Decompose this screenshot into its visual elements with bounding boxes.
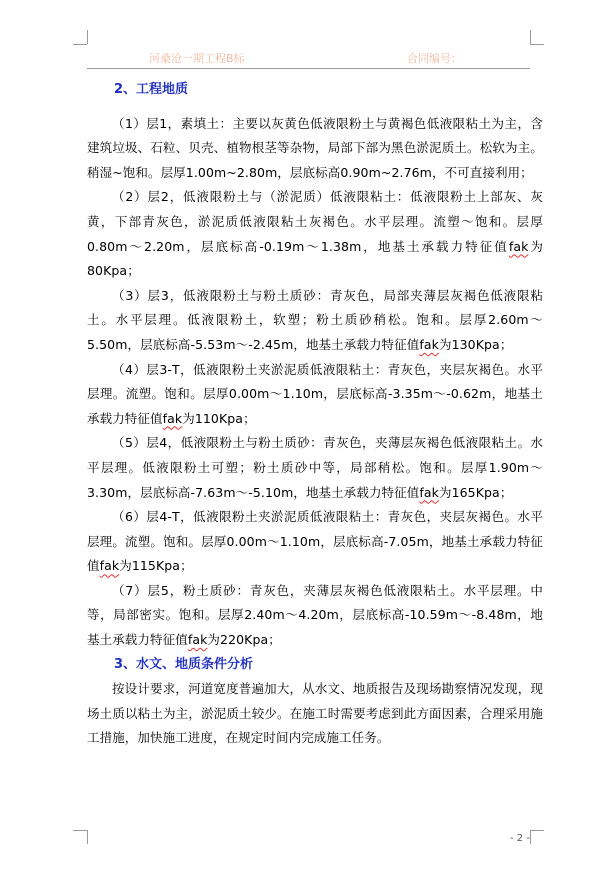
corner-mark-bottom-left [73,830,87,831]
paragraph: （3）层3，低液限粉土与粉土质砂：青灰色，局部夹薄层灰褐色低液限粘土。水平层理。低液限粉土，软塑；粉土质砂稍松。饱和。层厚2.60m～5.50m，层底标高-5.53m～-2.45m，地基土承载力特征值fak为130Kpa； [87,287,543,352]
paragraph: （1）层1，素填土：主要以灰黄色低液限粉土与黄褐色低液限粘土为主，含建筑垃圾、石粒、贝壳、植物根茎等杂物，局部下部为黑色淤泥质土。松软为主。稍湿~饱和。层厚1.00m~2.80m，层底标高0.90m~2.76m，不可直接利用； [87,115,543,180]
header-contract-number: 合同编号： [407,52,462,65]
section-heading-hydrology-analysis: 3、水文、地质条件分析 [114,656,254,672]
section-heading-engineering-geology: 2、工程地质 [114,82,189,97]
corner-mark-bottom-right [530,830,544,831]
header-project-name: 河桑沧一期工程B标 [149,52,245,65]
paragraph: （2）层2，低液限粉土与（淤泥质）低液限粘土：低液限粉土上部灰、灰黄，下部青灰色，淤泥质低液限粘土灰褐色。水平层理。流塑～饱和。层厚0.80m～2.20m，层底标高-0.19m～1.38m，地基土承载力特征值fak为80Kpa； [87,189,543,279]
corner-mark-bottom-left-vertical [87,830,88,844]
paragraph: （5）层4，低液限粉土与粉土质砂：青灰色，夹薄层灰褐色低液限粘土。水平层理。低液限粉土可塑；粉土质砂中等，局部稍松。饱和。层厚1.90m～3.30m，层底标高-7.63m～-5.10m，地基土承载力特征值fak为165Kpa； [87,435,543,500]
corner-mark-bottom-right-vertical [530,830,531,844]
page-number: - 2 - [510,833,530,844]
section-hydrology-analysis [87,677,543,751]
page-header [87,48,530,69]
paragraph: （7）层5，粉土质砂：青灰色，夹薄层灰褐色低液限粘土。水平层理。中等，局部密实。饱和。层厚2.40m～4.20m，层底标高-10.59m～-8.48m，地基土承载力特征值fak为220Kpa； [87,582,543,648]
paragraph: 按设计要求，河道宽度普遍加大，从水文、地质报告及现场勘察情况发现，现场土质以粘土为主，淤泥质土较少。在施工时需要考虑到此方面因素，合理采用施工措施，加快施工进度，在规定时间内完成施工任务。 [87,681,543,746]
section-engineering-geology [87,112,543,653]
paragraph: （4）层3-T，低液限粉土夹淤泥质低液限粘土：青灰色，夹层灰褐色。水平层理。流塑。饱和。层厚0.00m～1.10m，层底标高-3.35m～-0.62m，地基土承载力特征值fak为110Kpa； [87,361,543,426]
corner-mark-top-right [530,44,544,45]
corner-mark-top-right-vertical [530,30,531,44]
document-body [87,78,543,751]
corner-mark-top-left [73,44,87,45]
paragraph: （6）层4-T，低液限粉土夹淤泥质低液限粘土：青灰色，夹层灰褐色。水平层理。流塑。饱和。层厚0.00m～1.10m，层底标高-7.05m，地基土承载力特征值fak为115Kpa； [87,509,543,574]
corner-mark-top-left-vertical [87,30,88,44]
